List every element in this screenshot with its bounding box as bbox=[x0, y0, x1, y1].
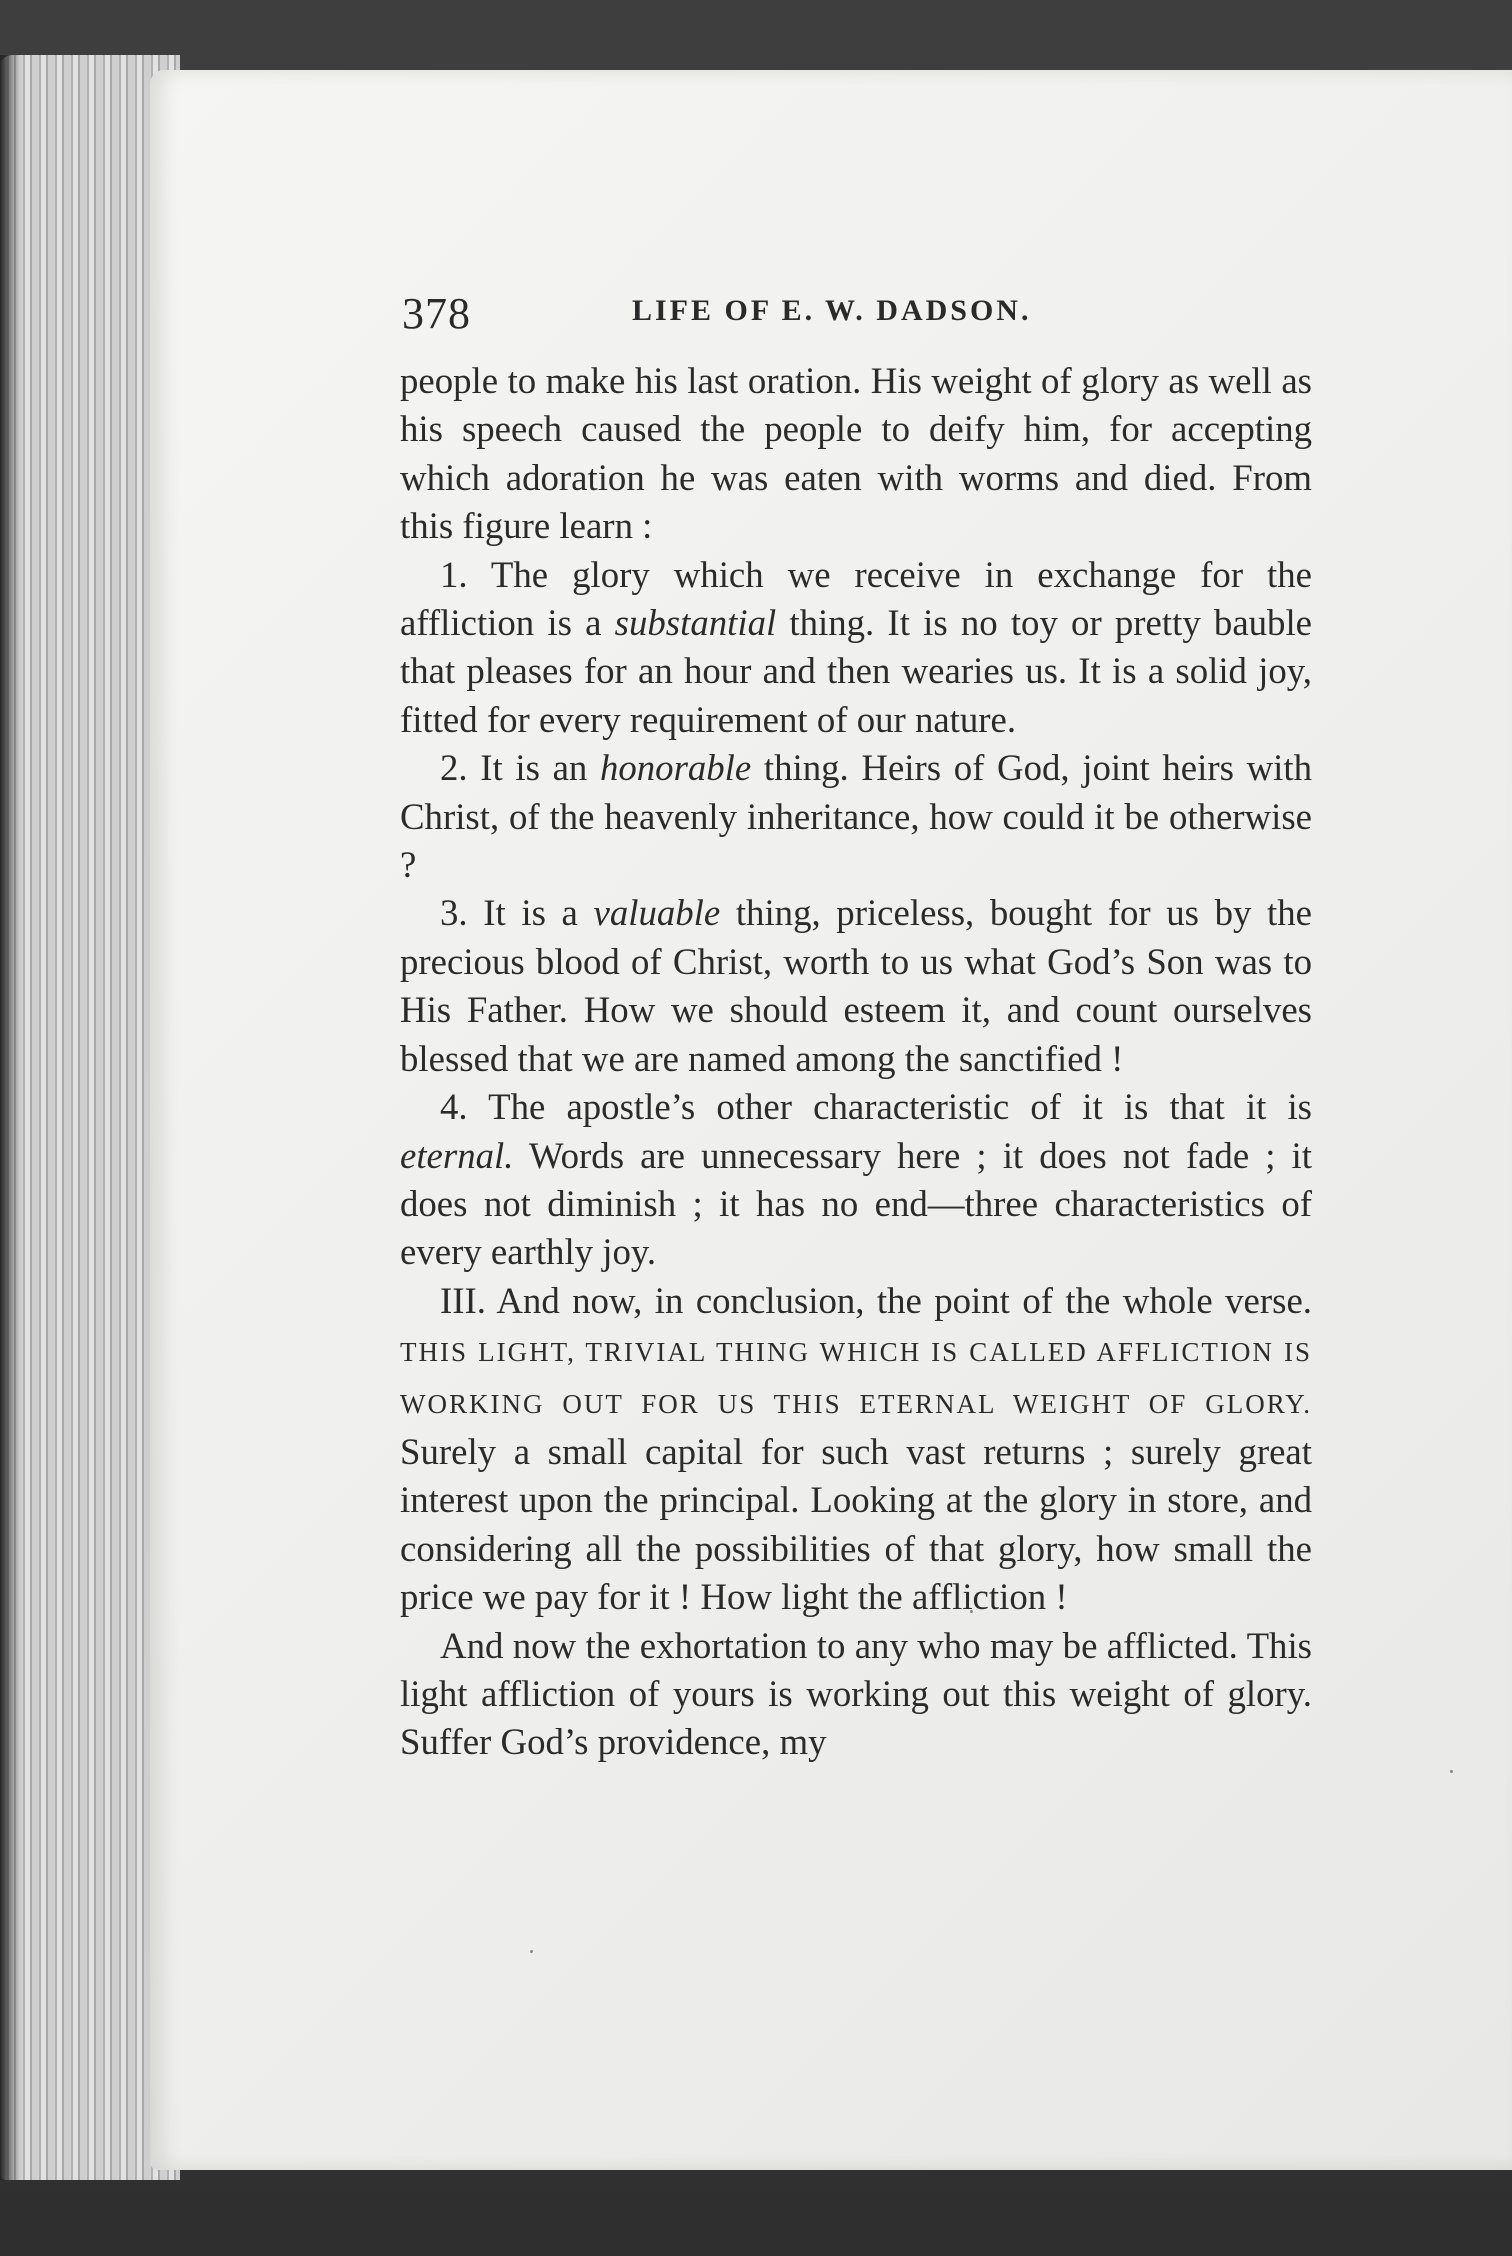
emphasis-word: honorable bbox=[599, 747, 752, 789]
paper-speck bbox=[1450, 1770, 1453, 1773]
paragraph-text: thing, priceless, bought for us by the precious blood of Christ, worth to us what God’s Son was to His Father. How we should esteem it, and count ourselves blessed that we are named among the sanctified ! bbox=[400, 892, 1312, 1079]
paragraph-continuation bbox=[400, 357, 1312, 551]
page-header bbox=[402, 288, 1322, 348]
emphasis-word: valuable bbox=[593, 892, 721, 934]
paper-speck bbox=[530, 1950, 533, 1953]
paragraph-text: Surely a small capital for such vast returns ; surely great interest upon the principal. Looking at the glory in store, and considering all the possibilities of that glory, how small the price we pay for it ! How light the affliction ! bbox=[400, 1430, 1312, 1618]
paragraph-text: 3. It is a bbox=[440, 892, 594, 934]
body-text bbox=[400, 357, 1312, 1767]
paragraph-text: 2. It is an bbox=[440, 747, 600, 789]
paragraph-conclusion bbox=[400, 1277, 1312, 1622]
paragraph-text: 1. The glory which we receive in exchange for the affliction is a bbox=[400, 553, 1312, 644]
paragraph-text: And now the exhortation to any who may be afflicted. This light affliction of yours is working out this weight of glory. Suffer God’s providence, my bbox=[400, 1624, 1312, 1763]
page-number: 378 bbox=[402, 289, 471, 338]
paragraph-text: 4. The apostle’s other characteristic of it is that it is bbox=[440, 1086, 1312, 1128]
paragraph-text: III. And now, in conclusion, the point of the whole verse. bbox=[440, 1279, 1312, 1321]
paragraph-exhortation bbox=[400, 1622, 1312, 1767]
paragraph-point-4 bbox=[400, 1083, 1312, 1277]
small-caps-text: THIS LIGHT, TRIVIAL THING WHICH IS CALLED AFFLICTION IS WORKING OUT FOR US THIS ETERNAL WEIGHT OF GLORY. bbox=[400, 1337, 1312, 1419]
paragraph-point-3 bbox=[400, 889, 1312, 1083]
running-head: LIFE OF E. W. DADSON. bbox=[632, 294, 1032, 327]
paragraph-text: Words are unnecessary here ; it does not fade ; it does not diminish ; it has no end—three characteristics of every earthly joy. bbox=[400, 1134, 1312, 1273]
paragraph-text: thing. Heirs of God, joint heirs with Christ, of the heavenly inheritance, how could it be otherwise ? bbox=[400, 747, 1312, 886]
paragraph-point-2 bbox=[400, 744, 1312, 889]
paragraph-text: thing. It is no toy or pretty bauble that pleases for an hour and then wearies us. It is a solid joy, fitted for every requirement of our nature. bbox=[400, 602, 1313, 740]
paragraph-point-1 bbox=[400, 551, 1312, 745]
emphasis-word: eternal. bbox=[400, 1134, 514, 1176]
emphasis-word: substantial bbox=[614, 602, 777, 644]
paragraph-text: people to make his last oration. His weight of glory as well as his speech caused the people to deify him, for accepting which adoration he was eaten with worms and died. From this figure learn : bbox=[400, 360, 1312, 547]
